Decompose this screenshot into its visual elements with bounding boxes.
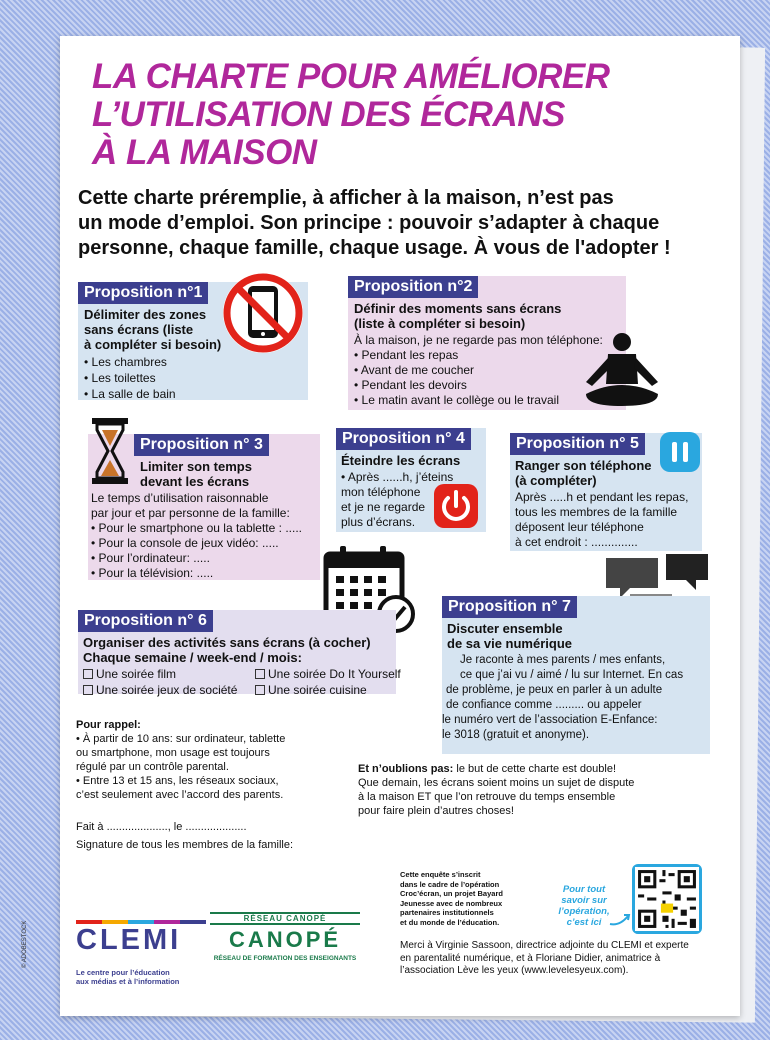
list-item: déposent leur téléphone — [515, 520, 644, 534]
list-item: plus d’écrans. — [341, 515, 416, 529]
list-item: le numéro vert de l’association E-Enfance: — [442, 714, 658, 726]
proposition-6 — [78, 610, 408, 701]
reminder-heading: Pour rappel: — [76, 719, 141, 731]
checkbox[interactable] — [255, 669, 265, 679]
p2-title-line: Définir des moments sans écrans — [354, 301, 562, 316]
reminder-line: ou smartphone, mon usage est toujours — [76, 747, 270, 759]
proposition-3-label: Proposition n° 3 — [134, 434, 269, 456]
reminder-line: régulé par un contrôle parental. — [76, 761, 229, 773]
conclusion-line: Que demain, les écrans soient moins un sujet de dispute — [358, 777, 635, 789]
canope-wordmark: CANOPÉ — [228, 927, 342, 952]
list-item: Après .....h et pendant les repas, — [515, 490, 689, 504]
proposition-7 — [442, 596, 722, 743]
conclusion-section — [358, 762, 708, 818]
p1-title-line: à compléter si besoin) — [84, 337, 222, 352]
checkbox[interactable] — [255, 685, 265, 695]
p6-title-line: Organiser des activités sans écrans (à cocher) — [83, 635, 371, 650]
proposition-2-title — [354, 301, 678, 331]
p7-title-line: Discuter ensemble — [447, 621, 563, 636]
proposition-6-title — [83, 635, 408, 665]
option-label: Une soirée film — [96, 667, 177, 681]
pause-icon — [658, 430, 702, 474]
proposition-7-label: Proposition n° 7 — [442, 596, 577, 618]
intro-line-3: personne, chaque famille, chaque usage. À vous de l'adopter ! — [78, 237, 671, 259]
survey-line: partenaires institutionnels — [400, 908, 494, 917]
list-item: • Pour l’ordinateur: ..... — [91, 551, 210, 565]
option-jeux[interactable] — [83, 683, 237, 698]
list-item: • Avant de me coucher — [354, 363, 475, 377]
list-item: de problème, je peux en parler à un adulte — [446, 684, 663, 696]
hourglass-icon — [90, 416, 130, 486]
proposition-7-title — [447, 621, 722, 651]
title-line-1: LA CHARTE POUR AMÉLIORER — [92, 57, 610, 96]
list-item: • Pour le smartphone ou la tablette : ..... — [91, 521, 302, 535]
p6-title-line: Chaque semaine / week-end / mois: — [83, 650, 302, 665]
canope-logo — [210, 912, 360, 962]
list-item: mon téléphone — [341, 485, 421, 499]
list-item: par jour et par personne de la famille: — [91, 506, 290, 520]
option-label: Une soirée jeux de société — [96, 683, 238, 697]
list-item: le 3018 (gratuit et anonyme). — [442, 729, 590, 741]
proposition-2-label: Proposition n°2 — [348, 276, 478, 298]
reminder-line: • À partir de 10 ans: sur ordinateur, tablette — [76, 733, 286, 745]
p1-title-line: sans écrans (liste — [84, 322, 194, 337]
option-film[interactable] — [83, 667, 176, 682]
qr-code[interactable] — [632, 864, 702, 934]
list-item: • Pendant les repas — [354, 348, 459, 362]
p1-title-line: Délimiter des zones — [84, 307, 207, 322]
canope-tagline: RÉSEAU DE FORMATION DES ENSEIGNANTS — [213, 955, 357, 962]
info-line: savoir sur — [561, 895, 607, 906]
list-item: • Pendant les devoirs — [354, 378, 467, 392]
clemi-logo-bar — [76, 920, 206, 924]
proposition-6-options — [83, 667, 408, 701]
title-line-3: À LA MAISON — [92, 133, 317, 172]
survey-line: et du monde de l’éducation. — [400, 917, 500, 927]
option-label: Une soirée cuisine — [268, 683, 367, 697]
checkbox[interactable] — [83, 669, 93, 679]
arrow-icon — [608, 912, 632, 928]
survey-line: Croc’écran, un projet Bayard — [400, 889, 503, 898]
thanks-line: en parentalité numérique, et à Floriane Didier, animatrice à — [400, 952, 661, 964]
p5-title-line: (à compléter) — [515, 473, 597, 488]
list-item: Le temps d’utilisation raisonnable — [91, 491, 269, 505]
list-item: • Pour la console de jeux vidéo: ..... — [91, 536, 279, 550]
proposition-1-list — [84, 354, 318, 402]
list-item: et je ne regarde — [341, 500, 426, 514]
reminder-line: c’est seulement avec l’accord des parents. — [76, 789, 284, 801]
proposition-1-label: Proposition n°1 — [78, 282, 208, 304]
reminder-line: • Entre 13 et 15 ans, les réseaux sociaux, — [76, 775, 279, 787]
survey-line: Cette enquête s’inscrit — [400, 870, 481, 879]
conclusion-line: le but de cette charte est double! — [453, 763, 617, 775]
list-item: • Le matin avant le collège ou le travail — [354, 393, 559, 407]
reminder-section — [76, 718, 356, 802]
title-line-2: L’UTILISATION DES ÉCRANS — [92, 95, 565, 134]
list-item: • Après ......h, j’éteins — [341, 470, 454, 484]
canope-top-text: RÉSEAU CANOPÉ — [210, 912, 360, 925]
acknowledgements — [400, 940, 730, 978]
option-cuisine[interactable] — [255, 683, 367, 698]
p3-title-line: Limiter son temps — [140, 459, 252, 474]
clemi-logo: CLEMI — [76, 924, 182, 956]
survey-line: Jeunesse avec de nombreux — [400, 898, 503, 908]
place-date-field[interactable]: Fait à ...................., le .................... — [76, 821, 247, 833]
list-item: • La salle de bain — [84, 387, 176, 401]
p7-title-line: de sa vie numérique — [447, 636, 572, 651]
proposition-3-list — [91, 491, 338, 581]
thanks-line: Merci à Virginie Sassoon, directrice adjointe du CLEMI et experte — [400, 940, 689, 951]
list-item: tous les membres de la famille — [515, 505, 678, 519]
option-diy[interactable] — [255, 667, 401, 682]
proposition-3-title — [140, 459, 338, 489]
charter-sheet — [60, 36, 740, 1016]
list-item: de confiance comme ......... ou appeler — [446, 699, 642, 711]
list-item: Je raconte à mes parents / mes enfants, — [460, 654, 666, 666]
checkbox[interactable] — [83, 685, 93, 695]
info-line: l’opération, — [558, 906, 610, 917]
proposition-5-list — [515, 490, 710, 550]
proposition-4-label: Proposition n° 4 — [336, 428, 471, 450]
proposition-4-title: Éteindre les écrans — [341, 453, 461, 468]
proposition-7-list — [442, 653, 722, 743]
info-line: Pour tout — [562, 884, 606, 895]
list-item: À la maison, je ne regarde pas mon téléphone: — [354, 333, 603, 347]
conclusion-line: à la maison ET que l’on retrouve du temps ensemble — [358, 791, 616, 803]
intro-text — [78, 186, 728, 261]
signature-field[interactable]: Signature de tous les membres de la famille: — [76, 839, 294, 851]
list-item: • Pour la télévision: ..... — [91, 566, 214, 580]
proposition-5-label: Proposition n° 5 — [510, 433, 645, 455]
meditation-icon — [572, 332, 672, 410]
power-icon — [432, 482, 480, 530]
copyright: © ADOBESTOCK — [22, 920, 28, 968]
list-item: • Les toilettes — [84, 371, 156, 385]
list-item: ce que j’ai vu / aimé / lu sur Internet. En cas — [460, 669, 684, 681]
thanks-line: l’association Lève les yeux (www.levelesyeux.com). — [400, 965, 629, 976]
qr-code-icon — [635, 867, 699, 931]
survey-note — [400, 870, 530, 927]
page-title — [92, 58, 712, 172]
intro-line-1: Cette charte préremplie, à afficher à la maison, n’est pas — [78, 187, 614, 209]
clemi-tagline-line: aux médias et à l’information — [76, 977, 180, 986]
survey-line: dans le cadre de l’opération — [400, 879, 500, 889]
p3-title-line: devant les écrans — [140, 474, 250, 489]
conclusion-line: pour faire plein d’autres choses! — [358, 805, 514, 817]
clemi-tagline-line: Le centre pour l’éducation — [76, 968, 170, 977]
no-phone-icon — [220, 270, 306, 356]
proposition-6-label: Proposition n° 6 — [78, 610, 213, 632]
p2-title-line: (liste à compléter si besoin) — [354, 316, 526, 331]
list-item: à cet endroit : .............. — [515, 535, 638, 549]
list-item: • Les chambres — [84, 355, 167, 369]
conclusion-heading: Et n’oublions pas: — [358, 763, 454, 775]
option-label: Une soirée Do It Yourself — [268, 667, 401, 681]
intro-line-2: un mode d’emploi. Son principe : pouvoir s’adapter à chaque — [78, 212, 660, 234]
clemi-tagline — [76, 968, 226, 986]
p5-title-line: Ranger son téléphone — [515, 458, 652, 473]
info-line: c’est ici — [566, 917, 602, 928]
